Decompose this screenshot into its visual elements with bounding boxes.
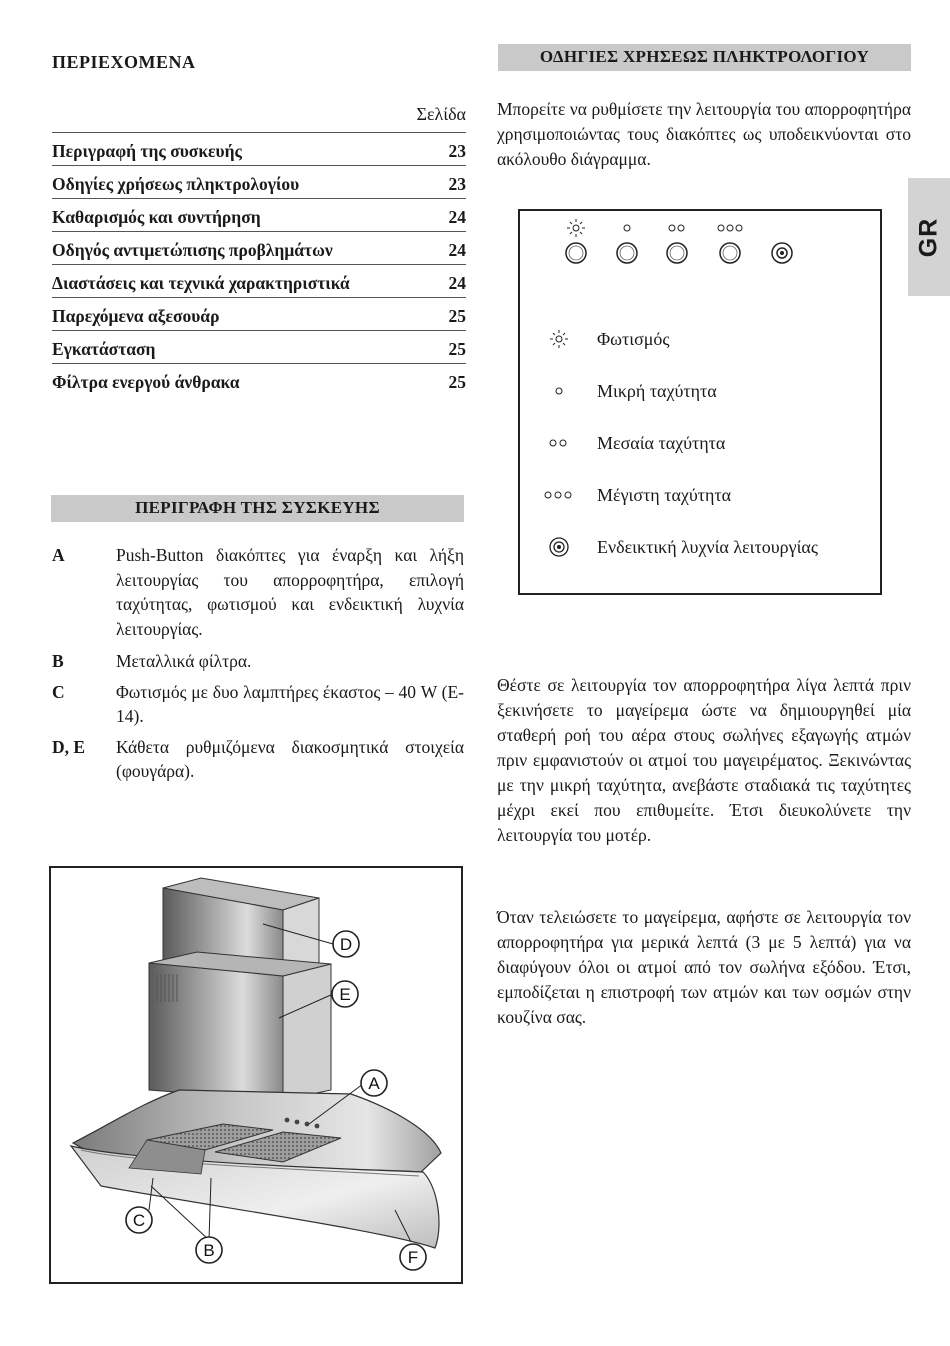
language-tab-label: GR [914,217,943,257]
toc-row [52,132,466,165]
table-of-contents [52,96,466,396]
toc-row-label: Περιγραφή της συσκευής [52,141,242,161]
description-item-text: Μεταλλικά φίλτρα. [116,651,252,671]
toc-row [52,198,466,231]
toc-row [52,165,466,198]
speed-3-icon [520,488,597,502]
description-item-key: B [52,651,64,671]
legend-list [520,313,880,573]
description-item [52,543,464,641]
toc-row [52,297,466,330]
legend-item-label: Φωτισμός [597,328,670,349]
legend-item-label: Ενδεικτική λυχνία λειτουργίας [597,536,818,557]
toc-row [52,264,466,297]
speed-3-button[interactable] [718,241,742,265]
legend-item [520,417,880,469]
hood-figure [49,866,463,1284]
toc-row-label: Φίλτρα ενεργού άνθρακα [52,372,240,392]
legend-item [520,365,880,417]
language-tab [908,178,950,296]
toc-row [52,231,466,264]
keyboard-title: ΟΔΗΓΙΕΣ ΧΡΗΣΕΩΣ ΠΛΗΚΤΡΟΛΟΓΙΟΥ [498,44,911,71]
speed-2-icon [520,436,597,450]
description-item-text: Κάθετα ρυθμιζόμενα διακοσμητικά στοιχεία (φουγάρα). [116,736,464,781]
description-item-key: C [52,681,65,702]
description-item-key: A [52,545,65,565]
toc-row-label: Παρεχόμενα αξεσουάρ [52,306,220,326]
indicator-lamp-icon [520,535,597,559]
toc-row-page: 24 [448,273,466,293]
label-d: D [339,935,353,954]
description-item-text: Push-Button διακόπτες για έναρξη και λήξη λειτουργίας του απορροφητήρα, επιλογή ταχύτητας, φωτισμού και ενδεικτική λυχνία λειτουργίας. [116,545,464,639]
toc-row-label: Διαστάσεις και τεχνικά χαρακτηριστικά [52,273,350,293]
keyboard-intro: Μπορείτε να ρυθμίσετε την λειτουργία του απορροφητήρα χρησιμοποιώντας τους διακόπτες ως υποδεικνύονται στο ακόλουθο διάγραμμα. [497,99,911,169]
legend-item [520,521,880,573]
light-icon [520,327,597,351]
legend-item [520,313,880,365]
keyboard-paragraph-2: Θέστε σε λειτουργία τον απορροφητήρα λίγα λεπτά πριν ξεκινήσετε το μαγείρεμα ώστε να δημιουργηθεί μία σταθερή ροή του αέρα στους σωλήνες εξαγωγής ατμών πριν εμφανιστούν οι ατμοί του μαγειρέματος. Ξεκινώντας με την μικρή ταχύτητα, ανεβάστε σταδιακά τις ταχύτητες μέχρι εκεί που επιθυμείτε. Έτσι διευκολύνετε την λειτουργία του μοτέρ. [497,675,911,845]
legend-item-label: Μέγιστη ταχύτητα [597,484,732,505]
hood-illustration [51,868,461,1282]
toc-title: ΠΕΡΙΕΧΟΜΕΝΑ [52,52,196,72]
toc-row-label: Καθαρισμός και συντήρηση [52,207,261,227]
indicator-lamp [770,241,794,265]
label-f: F [407,1248,419,1267]
description-item-text: Φωτισμός με δυο λαμπτήρες έκαστος – 40 W (E-14). [116,681,464,726]
toc-row-page: 25 [448,339,466,359]
toc-row [52,330,466,363]
toc-row-label: Εγκατάσταση [52,339,156,359]
toc-row-page: 24 [448,207,466,227]
label-b: B [203,1241,215,1260]
speed-1-symbol-icon [624,225,630,231]
toc-row-page: 23 [448,141,466,161]
label-e: E [339,985,351,1004]
keyboard-paragraph-3: Όταν τελειώσετε το μαγείρεμα, αφήστε σε λειτουργία τον απορροφητήρα για μερικά λεπτά (3 με 5 λεπτά) για να διαφύγουν όλοι οι ατμοί από τον σωλήνα εξόδου. Έτσι, εμποδίζεται η επιστροφή των ατμών και των οσμών στην κουζίνα σας. [497,907,911,1027]
description-item-key: D, E [52,736,86,757]
legend-item-label: Μικρή ταχύτητα [597,380,717,401]
legend-item-label: Μεσαία ταχύτητα [597,432,726,453]
toc-row [52,363,466,396]
description-item [52,680,464,729]
speed-2-button[interactable] [665,241,689,265]
toc-row-page: 23 [448,174,466,194]
light-symbol-icon [567,219,585,237]
toc-row-page: 25 [448,372,466,392]
legend-item [520,469,880,521]
description-item [52,649,464,674]
toc-row-label: Οδηγός αντιμετώπισης προβλημάτων [52,240,333,260]
speed-1-button[interactable] [615,241,639,265]
control-panel-diagram [518,209,882,595]
toc-row-label: Οδηγίες χρήσεως πληκτρολογίου [52,174,300,194]
description-list [52,543,464,784]
label-a: A [368,1074,380,1093]
toc-row-page: 24 [448,240,466,260]
speed-1-icon [520,384,597,398]
description-title: ΠΕΡΙΓΡΑΦΗ ΤΗΣ ΣΥΣΚΕΥΗΣ [51,495,464,522]
toc-page-header: Σελίδα [416,104,466,124]
light-button[interactable] [564,241,588,265]
description-item [52,735,464,784]
toc-row-page: 25 [448,306,466,326]
label-c: C [132,1211,146,1230]
